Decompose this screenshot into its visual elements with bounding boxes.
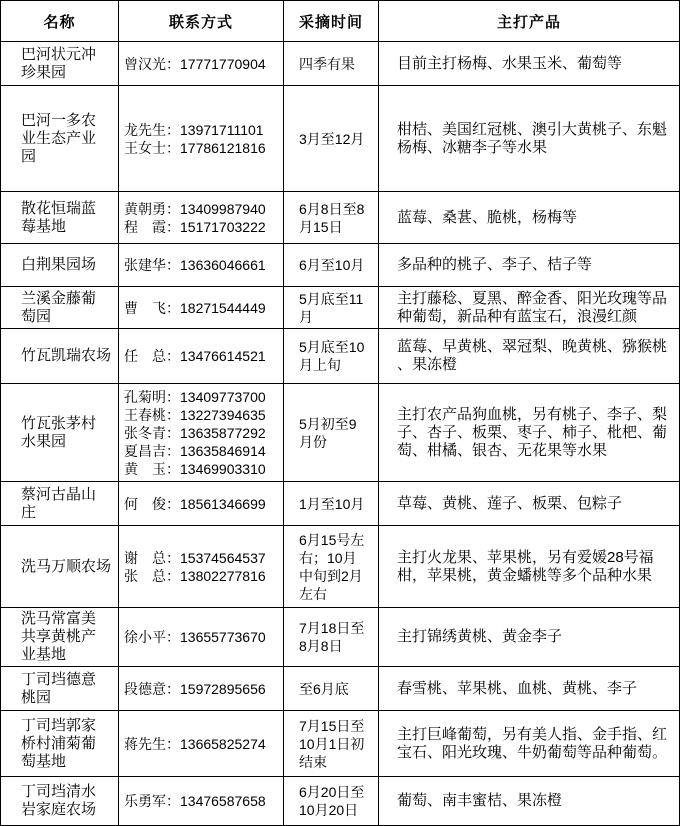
contact-line: 乐勇军：13476587658: [124, 793, 266, 809]
product-line: 柑桔、美国红冠桃、澳引大黄桃子、东魁: [397, 120, 668, 138]
name-line: 竹瓦凯瑞农场: [21, 347, 112, 364]
product-line: 子、杏子、板栗、枣子、柿子、枇杷、葡: [397, 423, 668, 441]
cell-picking-time: [284, 244, 379, 287]
table-row: [1, 777, 680, 826]
table-row: [1, 287, 680, 329]
cell-products: [379, 667, 680, 711]
cell-contact: [119, 329, 284, 384]
cell-picking-time: [284, 711, 379, 777]
header-row: [1, 1, 680, 42]
cell-name: [1, 192, 119, 244]
picking-time-line: 至6月底: [299, 680, 349, 697]
product-line: 主打农产品狗血桃，另有桃子、李子、梨: [397, 405, 668, 423]
name-line: 竹瓦张茅村: [21, 414, 97, 432]
cell-picking-time: [284, 86, 379, 192]
name-line: 园: [21, 147, 37, 165]
cell-picking-time: [284, 667, 379, 711]
picking-time-line: 7月18日至: [299, 620, 365, 636]
cell-picking-time: [284, 329, 379, 384]
name-line: 萄园: [21, 307, 52, 325]
name-line: 业生态产业: [21, 129, 97, 147]
cell-contact: [119, 667, 284, 711]
product-line: 萄、柑橘、银杏、无花果等水果: [397, 441, 608, 459]
name-line: 洗马万顺农场: [21, 557, 112, 575]
name-line: 丁司垱清水: [21, 783, 97, 800]
product-line: 葡萄、南丰蜜桔、果冻橙: [397, 792, 563, 809]
name-line: 岩家庭农场: [21, 801, 97, 818]
cell-products: [379, 711, 680, 777]
picking-time-line: 月份: [299, 433, 327, 450]
name-line: 兰溪金藤葡: [21, 289, 97, 307]
header-picking-time: 采摘时间: [284, 1, 379, 42]
contact-line: 段德意：15972895656: [124, 680, 266, 697]
cell-contact: [119, 42, 284, 86]
cell-products: [379, 287, 680, 329]
cell-name: [1, 244, 119, 287]
picking-time-line: 6月8日至8: [299, 200, 365, 217]
product-line: 目前主打杨梅、水果玉米、葡萄等: [397, 54, 623, 72]
picking-time-line: 8月8日: [299, 638, 343, 654]
name-line: 丁司垱郭家: [21, 716, 97, 734]
name-line: 桃园: [21, 688, 52, 706]
contact-line: 王春桃：13227394635: [124, 406, 266, 423]
picking-time-line: 月上旬: [299, 357, 341, 373]
product-line: 宝石、阳光玫瑰、牛奶葡萄等品种葡萄。: [397, 743, 668, 761]
picking-time-line: 5月初至9: [299, 415, 357, 432]
cell-contact: [119, 777, 284, 826]
contact-line: 任 总：13476614521: [124, 348, 266, 364]
contact-line: 程 霞：15171703222: [124, 218, 266, 235]
product-line: 主打火龙果、苹果桃，另有爱媛28号福: [397, 548, 654, 566]
header-products: 主打产品: [379, 1, 680, 42]
cell-products: [379, 86, 680, 192]
product-line: 主打藤稔、夏黑、醉金香、阳光玫瑰等品: [397, 289, 668, 307]
name-line: 巴河状元冲: [21, 45, 97, 63]
contact-line: 张 总：13802277816: [124, 567, 266, 584]
table-row: [1, 667, 680, 711]
picking-time-line: 6月15号左: [299, 531, 365, 548]
picking-time-line: 中旬到2月: [299, 567, 363, 584]
cell-name: [1, 287, 119, 329]
table-row: [1, 526, 680, 608]
cell-name: [1, 777, 119, 826]
cell-contact: [119, 192, 284, 244]
product-line: 、果冻橙: [397, 356, 458, 373]
contact-line: 孔菊明：13409773700: [124, 388, 266, 405]
picking-time-line: 6月至10月: [299, 257, 365, 273]
name-line: 业基地: [21, 646, 67, 663]
table-row: [1, 192, 680, 244]
table-row: [1, 329, 680, 384]
picking-time-line: 左右: [299, 585, 327, 602]
cell-products: [379, 777, 680, 826]
name-line: 水果园: [21, 432, 67, 450]
cell-contact: [119, 526, 284, 608]
cell-name: [1, 526, 119, 608]
product-line: 种葡萄，新品种有蓝宝石，浪漫红颜: [397, 307, 638, 325]
name-line: 白荆果园场: [21, 256, 97, 273]
product-line: 柑，苹果桃，黄金蟠桃等多个品种水果: [397, 566, 653, 584]
cell-contact: [119, 608, 284, 667]
contact-line: 曾汉光：17771770904: [124, 55, 266, 72]
picking-time-line: 月: [299, 308, 313, 325]
cell-name: [1, 86, 119, 192]
picking-time-line: 10月1日初: [299, 735, 365, 752]
picking-time-line: 四季有果: [299, 55, 355, 72]
cell-name: [1, 711, 119, 777]
contact-line: 张建华：13636046661: [124, 257, 266, 273]
picking-time-line: 5月底至11: [299, 290, 364, 307]
product-line: 主打锦绣黄桃、黄金李子: [397, 628, 563, 645]
picking-time-line: 10月20日: [299, 802, 359, 818]
cell-products: [379, 384, 680, 482]
cell-picking-time: [284, 777, 379, 826]
name-line: 共享黄桃产: [21, 628, 97, 645]
cell-name: [1, 329, 119, 384]
picking-time-line: 5月底至10: [299, 339, 365, 355]
cell-name: [1, 42, 119, 86]
cell-contact: [119, 86, 284, 192]
picking-time-line: 结束: [299, 753, 327, 770]
table-row: [1, 42, 680, 86]
cell-contact: [119, 711, 284, 777]
cell-contact: [119, 244, 284, 287]
name-line: 洗马常富美: [21, 610, 97, 627]
name-line: 蔡河古晶山: [21, 485, 97, 503]
cell-products: [379, 329, 680, 384]
name-line: 丁司垱德意: [21, 670, 97, 688]
picking-time-line: 3月至12月: [299, 130, 365, 147]
cell-name: [1, 384, 119, 482]
product-line: 蓝莓、早黄桃、翠冠梨、晚黄桃、猕猴桃: [397, 338, 668, 355]
product-line: 草莓、黄桃、莲子、板栗、包粽子: [397, 494, 623, 512]
name-line: 莓基地: [21, 217, 67, 235]
name-line: 珍果园: [21, 63, 67, 81]
contact-line: 徐小平：13655773670: [124, 629, 266, 645]
contact-line: 蒋先生：13665825274: [124, 735, 266, 752]
contact-line: 黄 玉：13469903310: [124, 460, 266, 477]
table-row: [1, 244, 680, 287]
header-contact: 联系方式: [119, 1, 284, 42]
header-name: 名称: [1, 1, 119, 42]
cell-products: [379, 482, 680, 526]
cell-name: [1, 608, 119, 667]
cell-products: [379, 42, 680, 86]
name-line: 桥村浦菊葡: [21, 734, 97, 752]
cell-picking-time: [284, 287, 379, 329]
contact-line: 龙先生：13971711101: [124, 121, 264, 138]
contact-line: 黄朝勇：13409987940: [124, 200, 266, 217]
contact-line: 谢 总：15374564537: [124, 549, 266, 566]
picking-time-line: 右；10月: [299, 549, 357, 566]
product-line: 蓝莓、桑葚、脆桃，杨梅等: [397, 208, 578, 226]
contact-line: 何 俊：18561346699: [124, 495, 266, 512]
name-line: 巴河一多农: [21, 111, 97, 129]
cell-picking-time: [284, 192, 379, 244]
cell-contact: [119, 287, 284, 329]
name-line: 散花恒瑞蓝: [21, 199, 97, 217]
contact-line: 夏昌吉：13635846914: [124, 442, 266, 459]
table-row: [1, 711, 680, 777]
cell-products: [379, 608, 680, 667]
product-line: 主打巨峰葡萄，另有美人指、金手指、红: [397, 725, 668, 743]
picking-time-line: 1月至10月: [299, 495, 365, 512]
cell-products: [379, 526, 680, 608]
product-line: 多品种的桃子、李子、桔子等: [397, 256, 593, 273]
cell-picking-time: [284, 482, 379, 526]
cell-products: [379, 244, 680, 287]
name-line: 庄: [21, 503, 37, 521]
cell-contact: [119, 482, 284, 526]
contact-line: 王女士：17786121816: [124, 139, 266, 156]
table-body: [1, 42, 680, 826]
table-row: [1, 384, 680, 482]
cell-picking-time: [284, 526, 379, 608]
contact-line: 张冬青：13635877292: [124, 424, 266, 441]
cell-picking-time: [284, 384, 379, 482]
picking-time-line: 6月20日至: [299, 784, 365, 800]
table-row: [1, 482, 680, 526]
name-line: 萄基地: [21, 752, 67, 770]
picking-time-line: 7月15日至: [299, 717, 365, 734]
contact-line: 曹 飞：18271544449: [124, 299, 266, 316]
cell-contact: [119, 384, 284, 482]
product-line: 杨梅、冰糖李子等水果: [397, 138, 548, 156]
product-line: 春雪桃、苹果桃、血桃、黄桃、李子: [397, 679, 638, 697]
cell-name: [1, 667, 119, 711]
cell-picking-time: [284, 42, 379, 86]
cell-picking-time: [284, 608, 379, 667]
cell-products: [379, 192, 680, 244]
table-row: [1, 86, 680, 192]
cell-name: [1, 482, 119, 526]
picking-time-line: 月15日: [299, 218, 343, 235]
table-row: [1, 608, 680, 667]
